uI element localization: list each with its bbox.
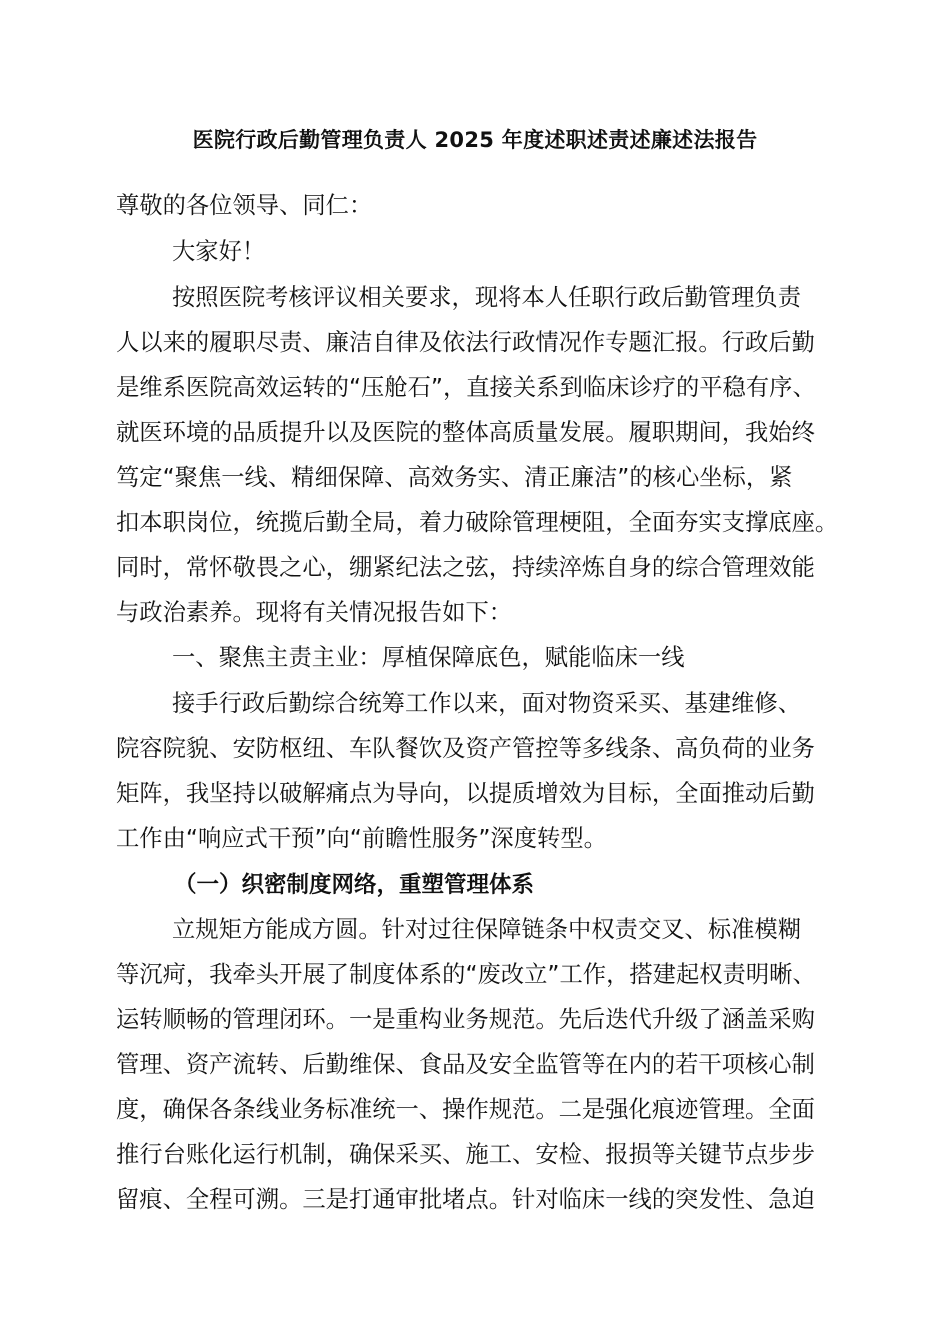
body-line: 笃定“聚焦一线、精细保障、高效务实、清正廉洁”的核心坐标，紧 [116, 464, 793, 491]
body-line: 运转顺畅的管理闭环。一是重构业务规范。先后迭代升级了涵盖采购 [116, 1006, 815, 1033]
greeting-line: 大家好！ [172, 238, 266, 265]
document-title: 医院行政后勤管理负责人 2025 年度述职述责述廉述法报告 [192, 128, 758, 152]
salutation-line: 尊敬的各位领导、同仁： [116, 192, 373, 219]
body-line: 就医环境的品质提升以及医院的整体高质量发展。履职期间，我始终 [116, 419, 815, 446]
body-line: 留痕、全程可溯。三是打通审批堵点。针对临床一线的突发性、急迫 [116, 1186, 815, 1213]
body-line: 人以来的履职尽责、廉洁自律及依法行政情况作专题汇报。行政后勤 [116, 329, 815, 356]
body-line: 推行台账化运行机制，确保采买、施工、安检、报损等关键节点步步 [116, 1141, 815, 1168]
subsection-heading: （一）织密制度网络，重塑管理体系 [174, 872, 535, 898]
body-line: 与政治素养。现将有关情况报告如下： [116, 599, 513, 626]
body-line: 矩阵，我坚持以破解痛点为导向，以提质增效为目标，全面推动后勤 [116, 780, 815, 807]
body-line: 管理、资产流转、后勤维保、食品及安全监管等在内的若干项核心制 [116, 1051, 815, 1078]
body-line: 同时，常怀敬畏之心，绷紧纪法之弦，持续淬炼自身的综合管理效能 [116, 554, 815, 581]
body-line: 接手行政后勤综合统筹工作以来，面对物资采买、基建维修、 [172, 690, 802, 717]
body-line: 等沉疴，我牵头开展了制度体系的“废改立”工作，搭建起权责明晰、 [116, 961, 816, 988]
body-line: 按照医院考核评议相关要求，现将本人任职行政后勤管理负责 [172, 284, 802, 311]
body-line: 扣本职岗位，统揽后勤全局，着力破除管理梗阻，全面夯实支撑底座。 [116, 509, 839, 536]
body-line: 工作由“响应式干预”向“前瞻性服务”深度转型。 [116, 825, 607, 852]
body-line: 是维系医院高效运转的“压舱石”，直接关系到临床诊疗的平稳有序、 [116, 374, 816, 401]
body-line: 立规矩方能成方圆。针对过往保障链条中权责交叉、标准模糊 [172, 916, 802, 943]
body-line: 院容院貌、安防枢纽、车队餐饮及资产管控等多线条、高负荷的业务 [116, 735, 815, 762]
body-line: 度，确保各条线业务标准统一、操作规范。二是强化痕迹管理。全面 [116, 1096, 815, 1123]
section-heading: 一、聚焦主责主业：厚植保障底色，赋能临床一线 [172, 644, 685, 671]
